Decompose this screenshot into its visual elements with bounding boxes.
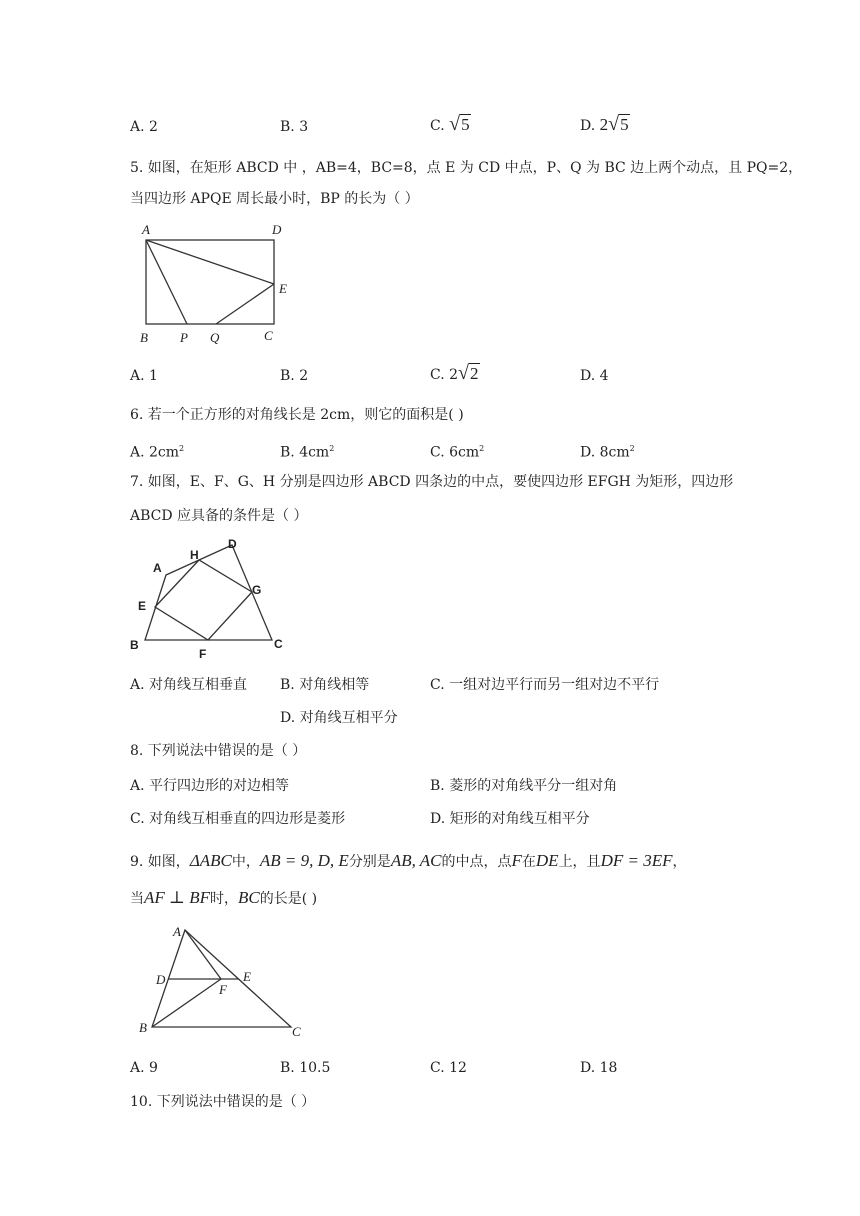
q9-option-b: B. 10.5 [280, 1060, 331, 1076]
q9-label-a: A [173, 924, 181, 939]
q9-label-b: B [139, 1020, 147, 1035]
q7-quadrilateral-figure [126, 535, 296, 660]
q5-label-p: P [180, 330, 188, 345]
q9-option-d: D. 18 [580, 1060, 618, 1076]
q6-option-a: A. $2cm^2$ [130, 444, 185, 461]
q5-option-a: A. 1 [130, 368, 158, 384]
q9-triangle-figure [135, 922, 310, 1042]
q5-stem-line1: 5. 如图，在矩形 ABCD 中 ，AB=4，BC=8，点 E 为 CD 中点，P、Q 为 BC 边上两个动点，且 PQ=2， [130, 160, 803, 176]
q8-option-d: D. 矩形的对角线互相平分 [430, 811, 590, 827]
q5-stem-line2: 当四边形 APQE 周长最小时，BP 的长为（ ） [130, 191, 419, 207]
q9-stem-line2: 当AF ⊥ BF时，BC的长是( ) [130, 888, 318, 907]
q4-option-d: D. 2√5 [580, 113, 629, 135]
q7-label-h: H [190, 548, 199, 562]
q7-option-b: B. 对角线相等 [280, 677, 370, 693]
q5-option-c: C. 2√2 [430, 362, 479, 384]
q5-rectangle-figure [130, 218, 310, 348]
q8-option-c: C. 对角线互相垂直的四边形是菱形 [130, 811, 346, 827]
q9-label-c: C [292, 1024, 301, 1039]
q10-stem: 10. 下列说法中错误的是（ ） [130, 1094, 316, 1110]
q4-option-a: A. 2 [130, 119, 158, 135]
q4-option-b: B. 3 [280, 119, 309, 135]
q9-option-c: C. 12 [430, 1060, 467, 1076]
q9-option-a: A. 9 [130, 1060, 158, 1076]
q6-option-b: B. $4cm^2$ [280, 444, 335, 461]
q7-option-a: A. 对角线互相垂直 [130, 677, 248, 693]
q5-label-c: C [264, 328, 273, 343]
q7-option-c: C. 一组对边平行而另一组对边不平行 [430, 677, 660, 693]
q5-option-b: B. 2 [280, 368, 309, 384]
q7-label-e: E [138, 599, 147, 613]
q6-option-d: D. $8cm^2$ [580, 444, 635, 461]
q9-label-e: E [243, 969, 251, 984]
q5-label-a: A [142, 222, 150, 237]
q4-option-c: C. √5 [430, 113, 470, 135]
q5-option-d: D. 4 [580, 368, 609, 384]
q9-stem-line1: 9. 如图，ΔABC中，AB = 9, D, E分别是AB, AC的中点，点F在DE上，且DF = 3EF， [130, 851, 687, 870]
q7-label-a: A [153, 561, 162, 575]
q5-label-e: E [279, 281, 287, 296]
q7-label-f: F [199, 647, 207, 660]
q9-label-d: D [156, 972, 166, 987]
q5-label-b: B [140, 330, 148, 345]
q6-option-c: C. $6cm^2$ [430, 444, 485, 461]
q7-label-g: G [252, 583, 262, 597]
q5-label-q: Q [210, 330, 220, 345]
q8-option-b: B. 菱形的对角线平分一组对角 [430, 778, 618, 794]
q8-stem: 8. 下列说法中错误的是（ ） [130, 743, 307, 759]
q7-stem-line1: 7. 如图，E、F、G、H 分别是四边形 ABCD 四条边的中点，要使四边形 EFGH 为矩形，四边形 [130, 474, 734, 490]
q5-label-d: D [272, 222, 282, 237]
q7-option-d: D. 对角线互相平分 [280, 710, 398, 726]
q7-stem-line2: ABCD 应具备的条件是（ ） [130, 508, 308, 524]
q8-option-a: A. 平行四边形的对边相等 [130, 778, 290, 794]
q7-label-c: C [274, 637, 283, 651]
q7-label-b: B [130, 638, 139, 652]
q6-stem: 6. 若一个正方形的对角线长是 2cm，则它的面积是( ) [130, 407, 464, 423]
q9-label-f: F [219, 982, 227, 997]
q7-label-d: D [228, 537, 237, 551]
